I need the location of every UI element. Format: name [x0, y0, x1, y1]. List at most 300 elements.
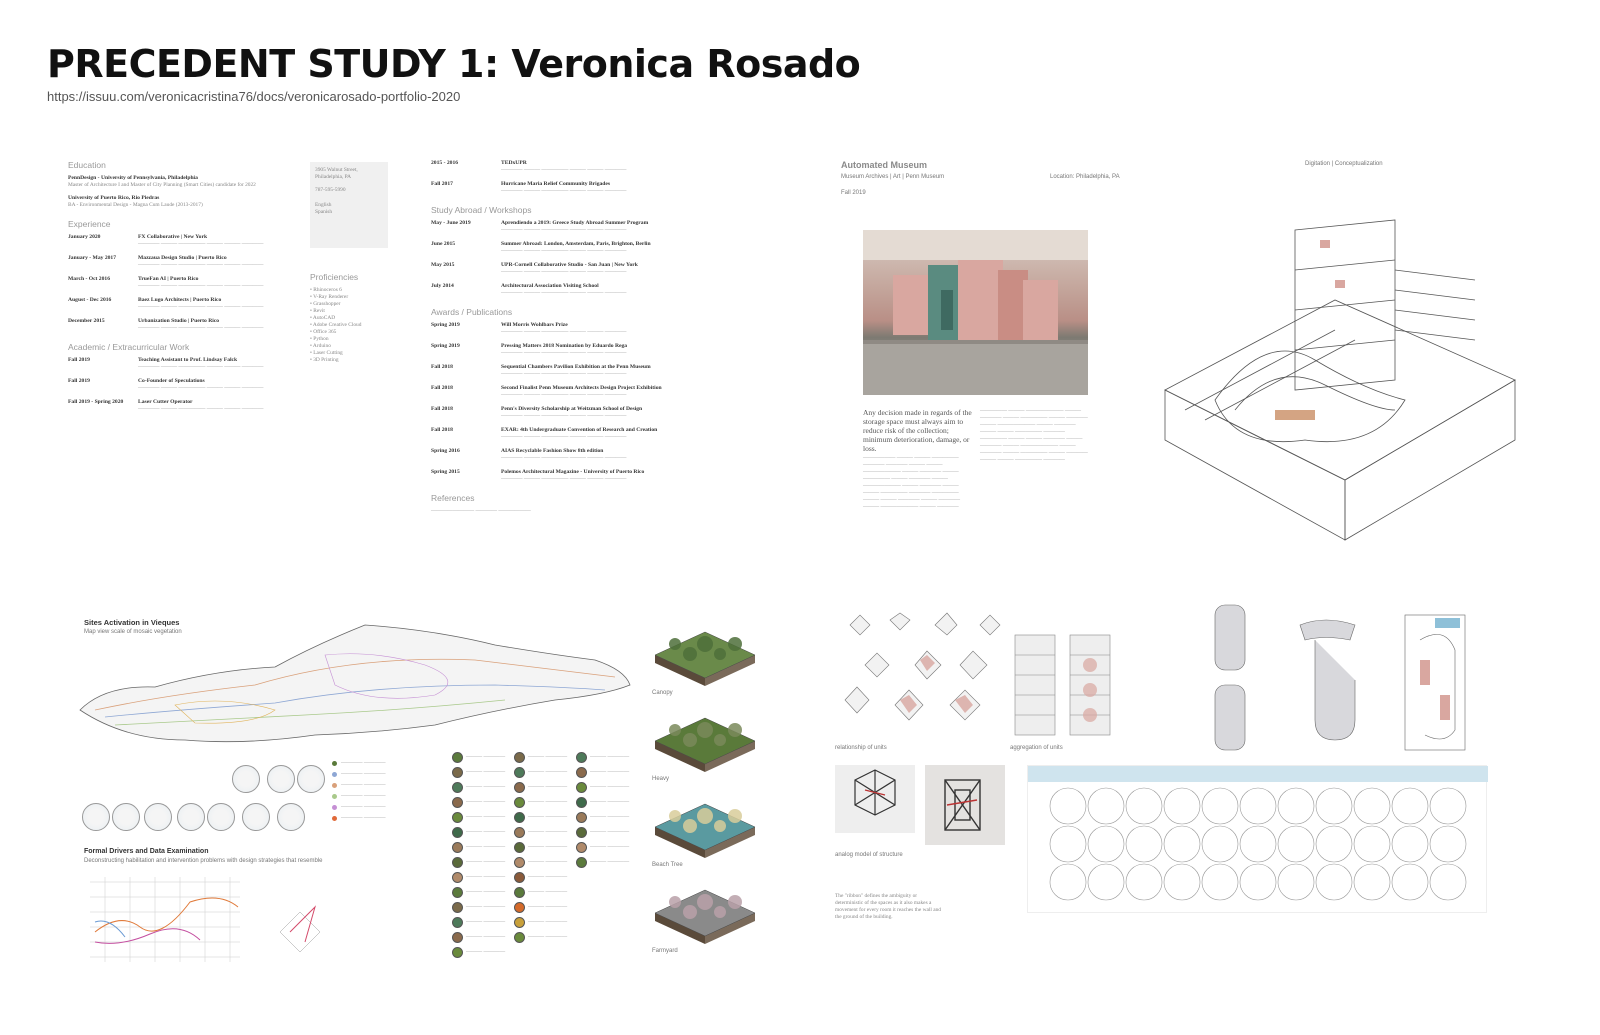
map-detail-circle: [242, 803, 270, 831]
site-label: Farmyard: [652, 948, 678, 954]
proficiency-item: • Python: [310, 336, 329, 342]
vegetation-species-label: ——— ————: [528, 769, 568, 775]
vegetation-species-item: [576, 812, 629, 823]
education-heading: Education: [68, 160, 106, 170]
experience-item-date: January - May 2017: [68, 255, 117, 261]
vegetation-species-icon: [514, 872, 525, 883]
award-item-filler: ———— ——— ————— ——— ——— ————: [501, 476, 627, 482]
study-item-date: June 2015: [431, 241, 456, 247]
study-item-title: Summer Abroad: London, Amsterdam, Paris, Brighton, Berlin: [501, 241, 651, 247]
experience-heading: Experience: [68, 219, 111, 229]
museum-render-graphic: [863, 230, 1088, 395]
plan-circle: [1392, 826, 1428, 862]
cv-right-item-filler: ———— ——— ————— ——— ——— ————: [501, 188, 627, 194]
award-item-date: Spring 2019: [431, 343, 460, 349]
museum-subtitle: Museum Archives | Art | Penn Museum: [841, 174, 945, 180]
plan-circle: [1392, 788, 1428, 824]
experience-item-date: December 2015: [68, 318, 105, 324]
study-item-date: July 2014: [431, 283, 454, 289]
ribbon-text: The "ribbon" defines the ambiguity or deterministic of the spaces as it also makes a movement for every room it reaches the wall and the ground of the building.: [835, 893, 941, 920]
vegetation-species-icon: [452, 842, 463, 853]
vegetation-species-label: ——— ————: [528, 904, 568, 910]
map-detail-circles: [82, 765, 322, 835]
museum-render-image: [863, 230, 1088, 395]
site-axonometric-graphic: [650, 620, 760, 690]
museum-axonometric-drawing: [1155, 210, 1525, 560]
plan-circle: [1316, 864, 1352, 900]
vegetation-species-label: ——— ————: [528, 799, 568, 805]
vegetation-species-item: [514, 857, 567, 868]
vegetation-species-icon: [576, 782, 587, 793]
study-item-body: [501, 241, 761, 255]
experience-item-title: Mazzaua Design Studio | Puerto Rico: [138, 255, 227, 261]
museum-location: Location: Philadelphia, PA: [1050, 174, 1120, 180]
site-label: Heavy: [652, 776, 670, 782]
museum-season: Fall 2019: [841, 190, 866, 196]
academic-item: [68, 399, 298, 413]
references-text: ———————— ———— ——————: [431, 508, 531, 514]
vegetation-species-label: ——— ————: [528, 934, 568, 940]
vegetation-species-item: [576, 767, 629, 778]
study-item-body: [501, 283, 761, 297]
plan-circle: [1392, 864, 1428, 900]
vegetation-species-icon: [514, 932, 525, 943]
vegetation-species-label: ——— ————: [590, 814, 630, 820]
award-item-filler: ———— ——— ————— ——— ——— ————: [501, 455, 627, 461]
award-item-body: [501, 427, 761, 441]
award-item-date: Spring 2015: [431, 469, 460, 475]
vegetation-species-item: [452, 917, 505, 928]
awards-list: [431, 322, 761, 483]
vegetation-species-item: [576, 857, 629, 868]
vegetation-species-item: [452, 902, 505, 913]
vegetation-species-icon: [452, 857, 463, 868]
proficiency-item: • V-Ray Renderer: [310, 294, 349, 300]
plan-drawing: [1027, 765, 1487, 913]
experience-item: [68, 276, 298, 290]
award-item-filler: ———— ——— ————— ——— ——— ————: [501, 371, 627, 377]
vegetation-species-label: ——— ————: [528, 859, 568, 865]
academic-item-date: Fall 2019 - Spring 2020: [68, 399, 124, 405]
vegetation-species-label: ——— ————: [466, 799, 506, 805]
award-item-date: Fall 2018: [431, 385, 453, 391]
award-item: [431, 322, 761, 336]
award-item-body: [501, 343, 761, 357]
education-title: University of Puerto Rico, Rio Piedras: [68, 195, 160, 201]
vegetation-species-icon: [576, 827, 587, 838]
plan-circle: [1430, 826, 1466, 862]
award-item-title: AIAS Recyclable Fashion Show 8th edition: [501, 448, 604, 454]
cv-right-item-title: Hurricane Maria Relief Community Brigades: [501, 181, 611, 187]
vegetation-species-icon: [576, 752, 587, 763]
vegetation-species-icon: [452, 797, 463, 808]
vegetation-species-item: [514, 887, 567, 898]
cv-right-item: [431, 160, 761, 174]
award-item-title: Polemos Architectural Magazine - University of Puerto Rico: [501, 469, 645, 475]
plan-circle: [1354, 826, 1390, 862]
award-item-date: Spring 2016: [431, 448, 460, 454]
vegetation-species-label: ——— ————: [466, 919, 506, 925]
vegetation-species-item: [576, 827, 629, 838]
experience-list: [68, 234, 298, 332]
site-label: Canopy: [652, 690, 673, 696]
plan-circle: [1240, 826, 1276, 862]
vegetation-species-icon: [452, 827, 463, 838]
vegetation-species-label: ——— ————: [466, 754, 506, 760]
contact-line: Spanish: [315, 209, 333, 215]
award-item: [431, 469, 761, 483]
vegetation-species-label: ——— ————: [466, 949, 506, 955]
vegetation-species-item: [452, 812, 505, 823]
experience-item: [68, 255, 298, 269]
map-detail-circle: [144, 803, 172, 831]
museum-body-text-1: —————— ——— ——— ————— ———— ———— ——— ——— ——————— ——— ———— ——— ————— ——— ———— ——— ——————— ——— ———— ——— ——— ————— ———— ————— ——— ——— ———— ——— ———— ——— ——————— ——— ————: [863, 455, 961, 510]
vegetation-species-icon: [452, 947, 463, 958]
vegetation-species-label: ——— ————: [466, 814, 506, 820]
vegetation-species-label: ——— ————: [466, 784, 506, 790]
experience-item-title: Urbanization Studio | Puerto Rico: [138, 318, 220, 324]
study-item-filler: ———— ——— ————— ——— ——— ————: [501, 248, 627, 254]
experience-item-filler: ———— ——— ————— ——— ——— ————: [138, 262, 264, 268]
study-item-title: Architectural Association Visiting School: [501, 283, 599, 289]
award-item-title: Pressing Matters 2018 Nomination by Eduardo Rega: [501, 343, 628, 349]
contact-line: Philadelphia, PA: [315, 174, 352, 180]
award-item-body: [501, 469, 761, 483]
plan-circle: [1430, 864, 1466, 900]
plan-circle: [1202, 788, 1238, 824]
site-label: Beach Tree: [652, 862, 683, 868]
analog-model-photo-1: [835, 765, 915, 833]
experience-item-filler: ———— ——— ————— ——— ——— ————: [138, 304, 264, 310]
vegetation-species-label: ——— ————: [466, 934, 506, 940]
award-item-body: [501, 406, 761, 420]
vegetation-species-item: [452, 842, 505, 853]
experience-item: [68, 297, 298, 311]
site-axonometric-graphic: [650, 878, 760, 948]
map-detail-circle: [177, 803, 205, 831]
study-item: [431, 262, 761, 276]
map-legend: ———— ———— ———— ———— ———— ———— ———— ———— ———— ———— ———— ————: [332, 760, 392, 826]
vegetation-species-item: [514, 782, 567, 793]
vegetation-species-icon: [576, 797, 587, 808]
academic-item-body: [138, 378, 298, 392]
vegetation-species-label: ——— ————: [466, 829, 506, 835]
vegetation-species-icon: [576, 842, 587, 853]
plan-circle: [1088, 864, 1124, 900]
vegetation-species-label: ——— ————: [590, 754, 630, 760]
vegetation-species-icon: [452, 767, 463, 778]
contact-line: English: [315, 202, 332, 208]
vegetation-species-item: [514, 752, 567, 763]
vegetation-species-item: [452, 782, 505, 793]
contact-line: 3905 Walnut Street,: [315, 167, 358, 173]
vegetation-species-label: ——— ————: [590, 799, 630, 805]
map-detail-circle: [277, 803, 305, 831]
vegetation-species-label: ——— ————: [528, 784, 568, 790]
structure-panel: [835, 600, 1525, 970]
plan-circle: [1278, 826, 1314, 862]
vegetation-species-icon: [514, 782, 525, 793]
experience-item-title: Baez Lugo Architects | Puerto Rico: [138, 297, 222, 303]
vegetation-species-label: ——— ————: [528, 844, 568, 850]
analog-model-graphic-1: [835, 765, 915, 833]
vegetation-species-icon: [514, 797, 525, 808]
proficiency-item: • Rhinoceros 6: [310, 287, 342, 293]
vegetation-species-label: ——— ————: [590, 859, 630, 865]
plan-water-band: [1028, 766, 1488, 782]
vieques-island-map: [75, 615, 635, 755]
vegetation-species-icon: [452, 932, 463, 943]
award-item-title: EXAR: 4th Undergraduate Convention of Research and Creation: [501, 427, 658, 433]
award-item-title: Penn's Diversity Scholarship at Weitzman School of Design: [501, 406, 643, 412]
experience-item-filler: ———— ——— ————— ——— ——— ————: [138, 283, 264, 289]
page-title: PRECEDENT STUDY 1: Veronica Rosado: [47, 42, 861, 86]
education-item: [68, 195, 298, 209]
site-axonometric-graphic: [650, 706, 760, 776]
ribbon-axonometrics: [1205, 600, 1495, 755]
vegetation-species-label: ——— ————: [528, 829, 568, 835]
vegetation-species-item: [452, 872, 505, 883]
site-axonometric: [650, 878, 760, 964]
plan-circle: [1354, 788, 1390, 824]
proficiency-item: • Adobe Creative Cloud: [310, 322, 362, 328]
academic-item: [68, 357, 298, 371]
experience-item-body: [138, 276, 298, 290]
academic-item-title: Laser Cutter Operator: [138, 399, 193, 405]
experience-item-date: January 2020: [68, 234, 101, 240]
plan-circle: [1088, 788, 1124, 824]
museum-tag: Digitation | Conceptualization: [1305, 161, 1383, 167]
vegetation-species-icon: [576, 857, 587, 868]
vegetation-species-item: [576, 782, 629, 793]
vegetation-species-icon: [452, 917, 463, 928]
vegetation-species-item: [514, 842, 567, 853]
proficiencies-list: [310, 287, 395, 364]
vegetation-species-icon: [514, 752, 525, 763]
vegetation-species-item: [576, 797, 629, 808]
award-item: [431, 427, 761, 441]
plan-circle: [1316, 788, 1352, 824]
units-drawing: [835, 605, 1015, 745]
references-heading: References: [431, 493, 475, 503]
award-item: [431, 343, 761, 357]
vegetation-species-item: [452, 827, 505, 838]
aggregation-drawing: [1010, 630, 1120, 740]
vegetation-species-icon: [514, 827, 525, 838]
vegetation-species-item: [452, 857, 505, 868]
study-item-body: [501, 220, 761, 234]
academic-item: [68, 378, 298, 392]
award-item-filler: ———— ——— ————— ——— ——— ————: [501, 392, 627, 398]
academic-item-date: Fall 2019: [68, 357, 90, 363]
cv-right-item-date: Fall 2017: [431, 181, 453, 187]
drivers-title: Formal Drivers and Data Examination: [84, 848, 209, 855]
study-item-filler: ———— ——— ————— ——— ——— ————: [501, 290, 627, 296]
education-detail: BA - Environmental Design - Magna Cum Laude (2013-2017): [68, 202, 203, 208]
map-detail-circle: [232, 765, 260, 793]
proficiency-item: • Laser Cutting: [310, 350, 343, 356]
award-item: [431, 385, 761, 399]
academic-item-title: Teaching Assistant to Prof. Lindsay Falck: [138, 357, 238, 363]
study-list: [431, 220, 761, 297]
museum-title: Automated Museum: [841, 160, 928, 170]
vegetation-species-icon: [452, 752, 463, 763]
plan-circle: [1278, 864, 1314, 900]
plan-circle: [1164, 826, 1200, 862]
proficiency-item: • Grasshopper: [310, 301, 341, 307]
award-item-date: Fall 2018: [431, 406, 453, 412]
map-detail-circle: [207, 803, 235, 831]
proficiency-item: • AutoCAD: [310, 315, 336, 321]
vegetation-species-item: [514, 827, 567, 838]
vegetation-species-icon: [514, 767, 525, 778]
vegetation-species-icon: [452, 902, 463, 913]
vegetation-species-label: ——— ————: [528, 814, 568, 820]
award-item: [431, 448, 761, 462]
plan-circle: [1202, 864, 1238, 900]
plan-circle: [1430, 788, 1466, 824]
award-item-body: [501, 448, 761, 462]
cv-right-item-title: TEDxUPR: [501, 160, 527, 166]
awards-heading: Awards / Publications: [431, 307, 513, 317]
study-item: [431, 241, 761, 255]
vegetation-species-label: ——— ————: [466, 874, 506, 880]
cv-right-list: [431, 160, 761, 195]
proficiencies-heading: Proficiencies: [310, 272, 359, 282]
award-item-body: [501, 322, 761, 336]
award-item-date: Fall 2018: [431, 427, 453, 433]
vegetation-species-item: [452, 797, 505, 808]
experience-item: [68, 234, 298, 248]
vegetation-species-label: ——— ————: [466, 844, 506, 850]
academic-item-date: Fall 2019: [68, 378, 90, 384]
study-item-title: Aprendiendo a 2019: Greece Study Abroad Summer Program: [501, 220, 649, 226]
education-item: [68, 175, 298, 189]
vegetation-species-item: [514, 767, 567, 778]
study-item: [431, 220, 761, 234]
vegetation-species-label: ——— ————: [528, 754, 568, 760]
vegetation-species-label: ——— ————: [528, 889, 568, 895]
site-axonometric-graphic: [650, 792, 760, 862]
plan-circle: [1316, 826, 1352, 862]
vegetation-species-item: [514, 917, 567, 928]
study-item-body: [501, 262, 761, 276]
vegetation-species-label: ——— ————: [590, 844, 630, 850]
vegetation-species-item: [576, 842, 629, 853]
award-item-filler: ———— ——— ————— ——— ——— ————: [501, 434, 627, 440]
education-list: [68, 175, 298, 209]
plan-circle: [1050, 864, 1086, 900]
vegetation-species-icon: [452, 782, 463, 793]
study-item: [431, 283, 761, 297]
award-item-body: [501, 385, 761, 399]
vegetation-species-label: ——— ————: [466, 769, 506, 775]
experience-item-title: TrueFan AI | Puerto Rico: [138, 276, 199, 282]
award-item-title: Will Morris Wohlbars Prize: [501, 322, 568, 328]
cv-right-item-filler: ———— ——— ————— ——— ——— ————: [501, 167, 627, 173]
proficiency-item: • 3D Printing: [310, 357, 339, 363]
proficiency-item: • Revit: [310, 308, 325, 314]
academic-item-body: [138, 399, 298, 413]
museum-quote: Any decision made in regards of the storage space must always aim to reduce risk of the collection; minimum deterioration, damage, or loss.: [863, 408, 972, 453]
vegetation-species-icon: [452, 812, 463, 823]
award-item: [431, 406, 761, 420]
plan-circle: [1050, 826, 1086, 862]
drivers-subtitle: Deconstructing habilitation and intervention problems with design strategies that resemble: [84, 858, 323, 864]
cv-continued-panel: [425, 150, 765, 560]
plan-circle: [1126, 788, 1162, 824]
plan-circle: [1126, 826, 1162, 862]
award-item-filler: ———— ——— ————— ——— ——— ————: [501, 413, 627, 419]
vegetation-species-item: [514, 932, 567, 943]
proficiency-item: • Office 365: [310, 329, 337, 335]
analog-model-photo-2: [925, 765, 1005, 845]
site-axonometric: [650, 620, 760, 706]
experience-item: [68, 318, 298, 332]
vegetation-species-item: [514, 812, 567, 823]
map-detail-circle: [267, 765, 295, 793]
map-detail-circle: [297, 765, 325, 793]
site-axonometric: [650, 706, 760, 792]
vegetation-species-item: [514, 902, 567, 913]
plan-circle: [1240, 864, 1276, 900]
analog-model-caption: analog model of structure: [835, 852, 903, 858]
cv-right-item-body: [501, 181, 761, 195]
vegetation-species-label: ——— ————: [466, 889, 506, 895]
vegetation-species-label: ——— ————: [466, 904, 506, 910]
vegetation-species-item: [576, 752, 629, 763]
cv-right-item-body: [501, 160, 761, 174]
academic-item-filler: ———— ——— ————— ——— ——— ————: [138, 364, 264, 370]
contact-line: 787-595-5990: [315, 187, 346, 193]
vieques-panel: [60, 600, 765, 970]
study-item-date: May - June 2019: [431, 220, 471, 226]
plan-circle: [1164, 788, 1200, 824]
vegetation-species-icon: [514, 917, 525, 928]
experience-item-filler: ———— ——— ————— ——— ——— ————: [138, 241, 264, 247]
award-item: [431, 364, 761, 378]
experience-item-body: [138, 297, 298, 311]
study-heading: Study Abroad / Workshops: [431, 205, 532, 215]
plan-circle: [1202, 826, 1238, 862]
plan-circle: [1088, 826, 1124, 862]
award-item-filler: ———— ——— ————— ——— ——— ————: [501, 350, 627, 356]
education-title: PennDesign - University of Pennsylvania, Philadelphia: [68, 175, 198, 181]
cv-right-item: [431, 181, 761, 195]
museum-panel: [835, 150, 1525, 560]
vegetation-species-item: [452, 767, 505, 778]
award-item-body: [501, 364, 761, 378]
plan-circle: [1354, 864, 1390, 900]
academic-item-filler: ———— ——— ————— ——— ——— ————: [138, 406, 264, 412]
units-caption: relationship of units: [835, 745, 887, 751]
vegetation-species-icon: [514, 902, 525, 913]
education-detail: Master of Architecture I and Master of City Planning (Smart Cities) candidate for 2022: [68, 182, 256, 188]
academic-item-body: [138, 357, 298, 371]
vegetation-species-label: ——— ————: [466, 859, 506, 865]
vegetation-species-icon: [452, 887, 463, 898]
site-axonometric: [650, 792, 760, 878]
source-url[interactable]: https://issuu.com/veronicacristina76/docs/veronicarosado-portfolio-2020: [47, 89, 461, 104]
aggregation-caption: aggregation of units: [1010, 745, 1063, 751]
plan-circle: [1050, 788, 1086, 824]
vegetation-species-label: ——— ————: [590, 829, 630, 835]
experience-item-date: August - Dec 2016: [68, 297, 112, 303]
vegetation-species-label: ——— ————: [528, 874, 568, 880]
vegetation-species-icon: [452, 872, 463, 883]
site-axonometrics: [650, 620, 760, 965]
analog-model-graphic-2: [925, 765, 1005, 845]
